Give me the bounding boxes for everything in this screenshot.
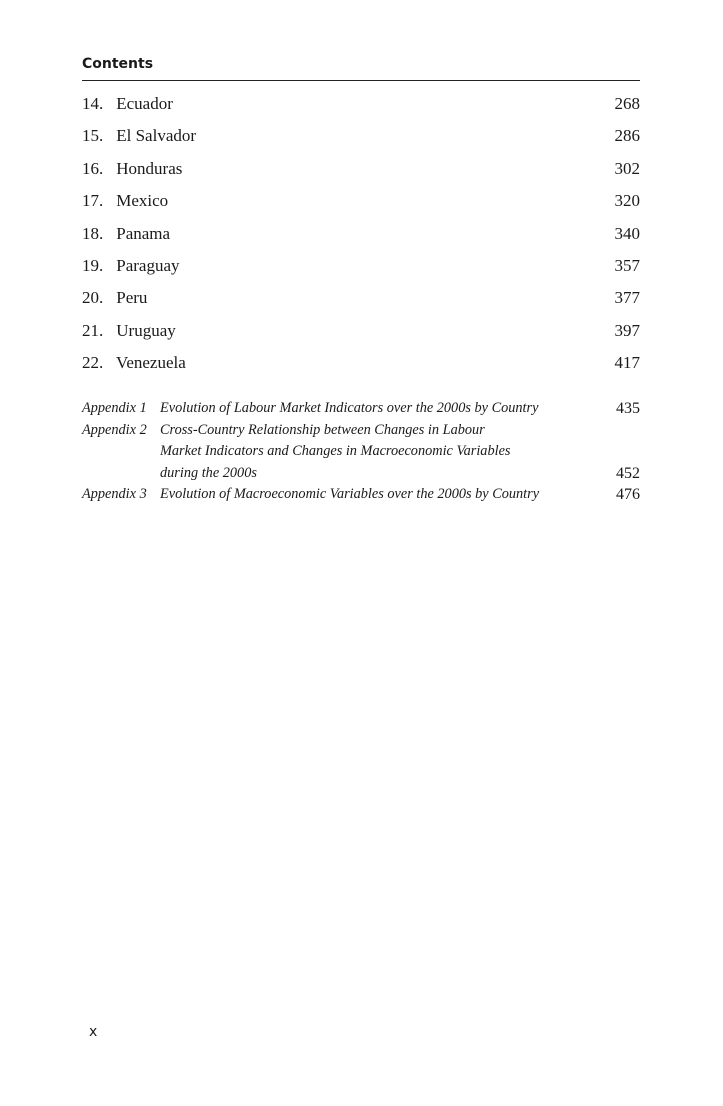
appendix-title: Evolution of Macroeconomic Variables over the 2000s by Country xyxy=(160,486,540,503)
appendix-label: Appendix 3 xyxy=(82,486,147,503)
appendix-title: Evolution of Labour Market Indicators over the 2000s by Country xyxy=(160,400,539,416)
header-rule xyxy=(82,80,640,81)
page-number: 340 xyxy=(614,223,640,243)
chapter-list xyxy=(82,93,640,385)
toc-entry[interactable] xyxy=(82,158,640,190)
appendix-label: Appendix 1 xyxy=(82,400,147,416)
page-number: 320 xyxy=(614,191,640,211)
page-number: 435 xyxy=(616,400,640,417)
toc-entry[interactable] xyxy=(82,125,640,157)
chapter-number: 19. xyxy=(82,255,104,275)
page-number: 417 xyxy=(614,353,640,373)
chapter-number: 17. xyxy=(82,191,104,211)
chapter-number: 18. xyxy=(82,223,104,243)
appendix-list xyxy=(82,398,640,506)
page-number: 357 xyxy=(614,255,640,275)
chapter-number: 22. xyxy=(82,353,104,373)
page-number: 476 xyxy=(616,486,640,504)
page-number: 268 xyxy=(614,94,640,113)
toc-entry[interactable] xyxy=(82,287,640,319)
toc-entry[interactable] xyxy=(82,255,640,287)
page-number: 452 xyxy=(616,464,640,482)
page-number: 302 xyxy=(614,158,640,178)
chapter-number: 14. xyxy=(82,94,104,113)
toc-entry[interactable] xyxy=(82,93,640,125)
chapter-title: El Salvador xyxy=(116,126,197,146)
chapter-title: Venezuela xyxy=(115,353,186,373)
appendix-entry[interactable] xyxy=(82,420,640,485)
appendix-entry[interactable] xyxy=(82,398,640,420)
chapter-title: Mexico xyxy=(116,191,169,211)
toc-entry[interactable] xyxy=(82,190,640,222)
chapter-number: 16. xyxy=(82,158,104,178)
page-folio: x xyxy=(89,1024,98,1040)
appendix-entry[interactable] xyxy=(82,484,640,506)
page-number: 377 xyxy=(614,288,640,308)
chapter-number: 20. xyxy=(82,288,104,308)
chapter-title: Honduras xyxy=(116,158,183,178)
toc-entry[interactable] xyxy=(82,352,640,384)
page-number: 397 xyxy=(614,320,640,340)
appendix-title: Cross-Country Relationship between Changes in Labour Market Indicators and Changes in Macroeconomic Variables during the 2000s xyxy=(160,421,511,481)
toc-entry[interactable] xyxy=(82,223,640,255)
chapter-title: Panama xyxy=(116,223,171,243)
appendix-label: Appendix 2 xyxy=(82,421,147,438)
page-header-title: Contents xyxy=(82,56,154,72)
toc-entry[interactable] xyxy=(82,320,640,352)
chapter-title: Paraguay xyxy=(116,255,180,275)
chapter-title: Peru xyxy=(116,288,148,308)
chapter-number: 15. xyxy=(82,126,104,146)
chapter-title: Uruguay xyxy=(116,320,176,340)
chapter-number: 21. xyxy=(82,320,104,340)
page-number: 286 xyxy=(614,126,640,146)
chapter-title: Ecuador xyxy=(116,94,173,113)
